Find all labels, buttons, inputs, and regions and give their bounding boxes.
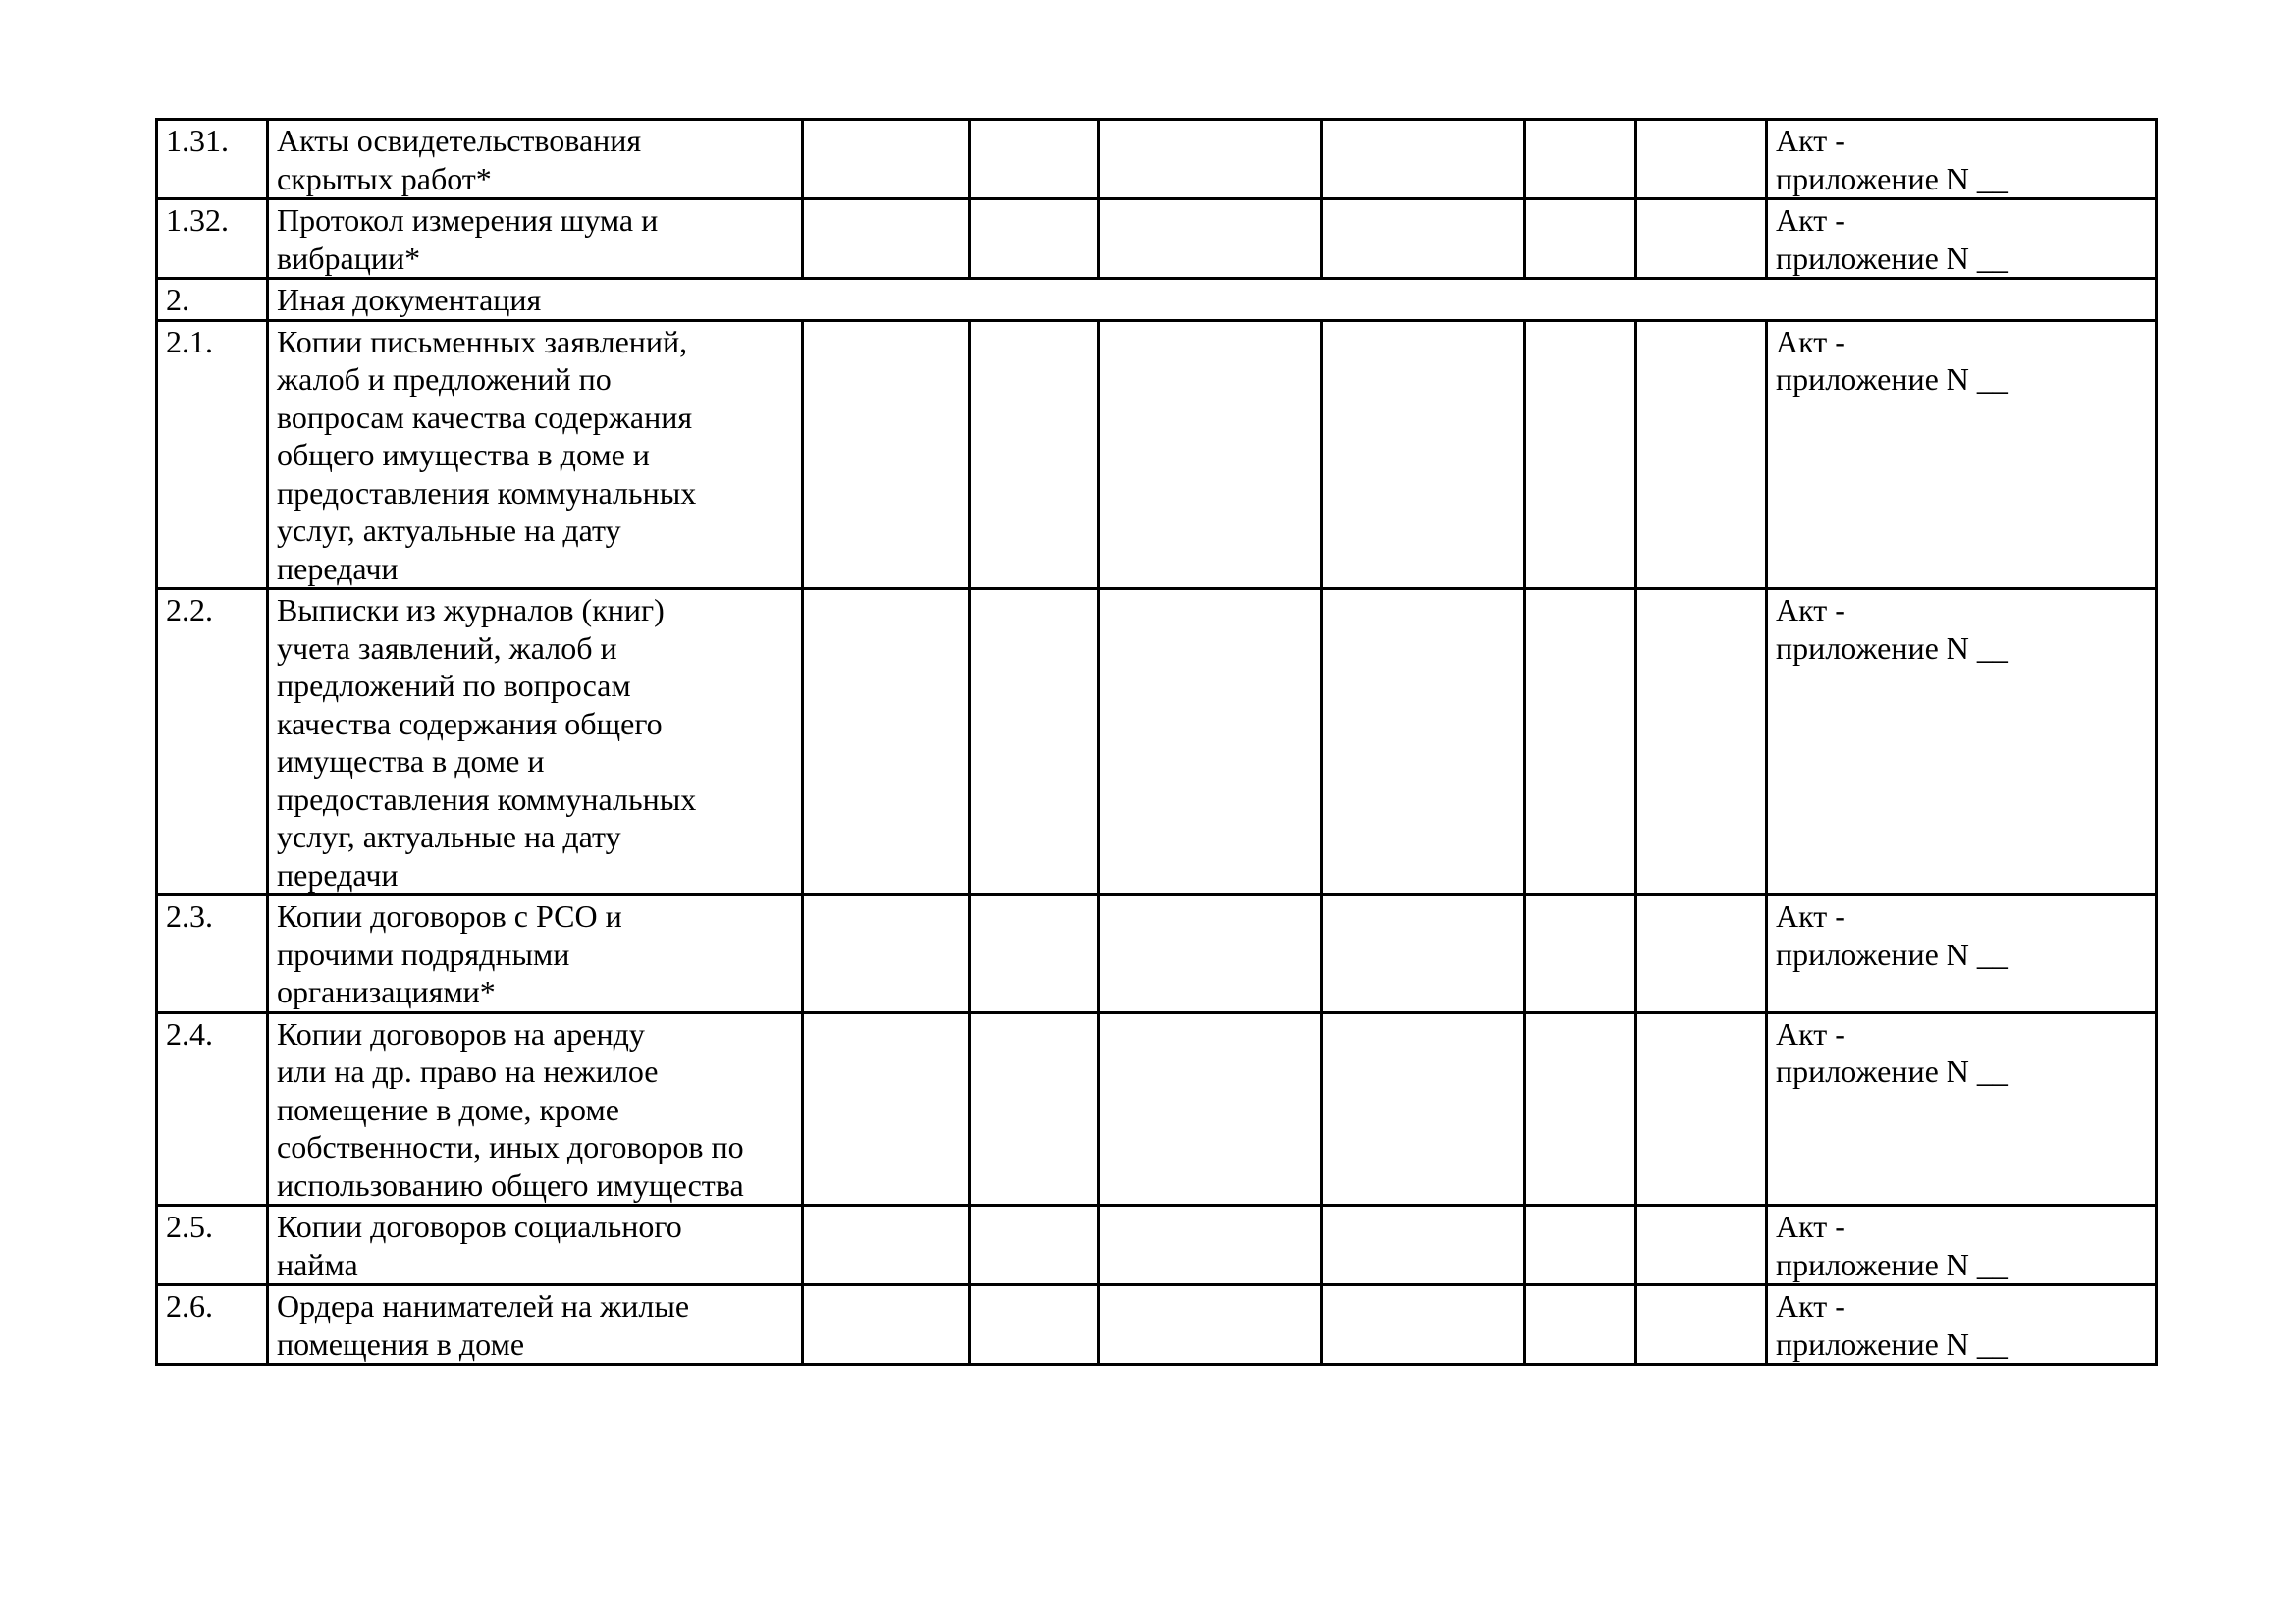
empty-cell bbox=[1525, 1012, 1636, 1206]
empty-cell bbox=[1322, 589, 1525, 895]
empty-cell bbox=[1636, 1012, 1767, 1206]
row-number: 2.5. bbox=[157, 1206, 268, 1285]
empty-cell bbox=[803, 1285, 970, 1365]
section-title: Иная документация bbox=[268, 279, 2157, 321]
empty-cell bbox=[1525, 320, 1636, 589]
empty-cell bbox=[1636, 1206, 1767, 1285]
empty-cell bbox=[1636, 120, 1767, 199]
empty-cell bbox=[1099, 120, 1322, 199]
document-name: Протокол измерения шума и вибрации* bbox=[268, 199, 803, 279]
table-row bbox=[157, 1285, 2157, 1365]
table-body bbox=[157, 120, 2157, 1365]
document-name: Ордера нанимателей на жилые помещения в доме bbox=[268, 1285, 803, 1365]
table-row bbox=[157, 895, 2157, 1013]
empty-cell bbox=[970, 1285, 1099, 1365]
row-number: 2. bbox=[157, 279, 268, 321]
table-row bbox=[157, 589, 2157, 895]
empty-cell bbox=[1099, 1206, 1322, 1285]
document-name: Выписки из журналов (книг) учета заявлений, жалоб и предложений по вопросам качества содержания общего имущества в доме и предоставления коммунальных услуг, актуальные на дату передачи bbox=[268, 589, 803, 895]
empty-cell bbox=[1525, 895, 1636, 1013]
note-cell: Акт - приложение N __ bbox=[1767, 895, 2157, 1013]
empty-cell bbox=[803, 1206, 970, 1285]
empty-cell bbox=[1322, 320, 1525, 589]
row-number: 2.4. bbox=[157, 1012, 268, 1206]
table-row bbox=[157, 320, 2157, 589]
row-number: 2.6. bbox=[157, 1285, 268, 1365]
row-number: 1.31. bbox=[157, 120, 268, 199]
empty-cell bbox=[970, 1206, 1099, 1285]
empty-cell bbox=[1525, 1285, 1636, 1365]
empty-cell bbox=[1099, 1012, 1322, 1206]
row-number: 2.1. bbox=[157, 320, 268, 589]
note-cell: Акт - приложение N __ bbox=[1767, 1285, 2157, 1365]
row-number: 1.32. bbox=[157, 199, 268, 279]
empty-cell bbox=[1099, 1285, 1322, 1365]
empty-cell bbox=[1322, 199, 1525, 279]
empty-cell bbox=[803, 120, 970, 199]
document-name: Копии договоров на аренду или на др. право на нежилое помещение в доме, кроме собственности, иных договоров по использованию общего имущества bbox=[268, 1012, 803, 1206]
note-cell: Акт - приложение N __ bbox=[1767, 1012, 2157, 1206]
documents-table bbox=[155, 118, 2158, 1366]
empty-cell bbox=[1636, 320, 1767, 589]
empty-cell bbox=[970, 320, 1099, 589]
empty-cell bbox=[1322, 1012, 1525, 1206]
empty-cell bbox=[1525, 120, 1636, 199]
empty-cell bbox=[803, 320, 970, 589]
empty-cell bbox=[970, 1012, 1099, 1206]
table-row bbox=[157, 120, 2157, 199]
empty-cell bbox=[803, 1012, 970, 1206]
document-name: Акты освидетельствования скрытых работ* bbox=[268, 120, 803, 199]
note-cell: Акт - приложение N __ bbox=[1767, 1206, 2157, 1285]
empty-cell bbox=[1636, 1285, 1767, 1365]
empty-cell bbox=[970, 199, 1099, 279]
table-row bbox=[157, 1206, 2157, 1285]
empty-cell bbox=[1099, 320, 1322, 589]
empty-cell bbox=[803, 895, 970, 1013]
note-cell: Акт - приложение N __ bbox=[1767, 320, 2157, 589]
document-name: Копии договоров с РСО и прочими подрядными организациями* bbox=[268, 895, 803, 1013]
empty-cell bbox=[1322, 1285, 1525, 1365]
empty-cell bbox=[1322, 1206, 1525, 1285]
empty-cell bbox=[1322, 895, 1525, 1013]
note-cell: Акт - приложение N __ bbox=[1767, 199, 2157, 279]
empty-cell bbox=[970, 589, 1099, 895]
document-name: Копии договоров социального найма bbox=[268, 1206, 803, 1285]
empty-cell bbox=[1636, 589, 1767, 895]
empty-cell bbox=[1525, 199, 1636, 279]
empty-cell bbox=[1322, 120, 1525, 199]
table-row bbox=[157, 199, 2157, 279]
empty-cell bbox=[1636, 895, 1767, 1013]
empty-cell bbox=[970, 120, 1099, 199]
empty-cell bbox=[970, 895, 1099, 1013]
note-cell: Акт - приложение N __ bbox=[1767, 589, 2157, 895]
document-name: Копии письменных заявлений, жалоб и предложений по вопросам качества содержания общего имущества в доме и предоставления коммунальных услуг, актуальные на дату передачи bbox=[268, 320, 803, 589]
empty-cell bbox=[803, 199, 970, 279]
note-cell: Акт - приложение N __ bbox=[1767, 120, 2157, 199]
empty-cell bbox=[1099, 895, 1322, 1013]
empty-cell bbox=[1525, 589, 1636, 895]
table-row bbox=[157, 1012, 2157, 1206]
row-number: 2.2. bbox=[157, 589, 268, 895]
empty-cell bbox=[1636, 199, 1767, 279]
row-number: 2.3. bbox=[157, 895, 268, 1013]
empty-cell bbox=[1525, 1206, 1636, 1285]
empty-cell bbox=[1099, 589, 1322, 895]
empty-cell bbox=[803, 589, 970, 895]
empty-cell bbox=[1099, 199, 1322, 279]
section-row bbox=[157, 279, 2157, 321]
